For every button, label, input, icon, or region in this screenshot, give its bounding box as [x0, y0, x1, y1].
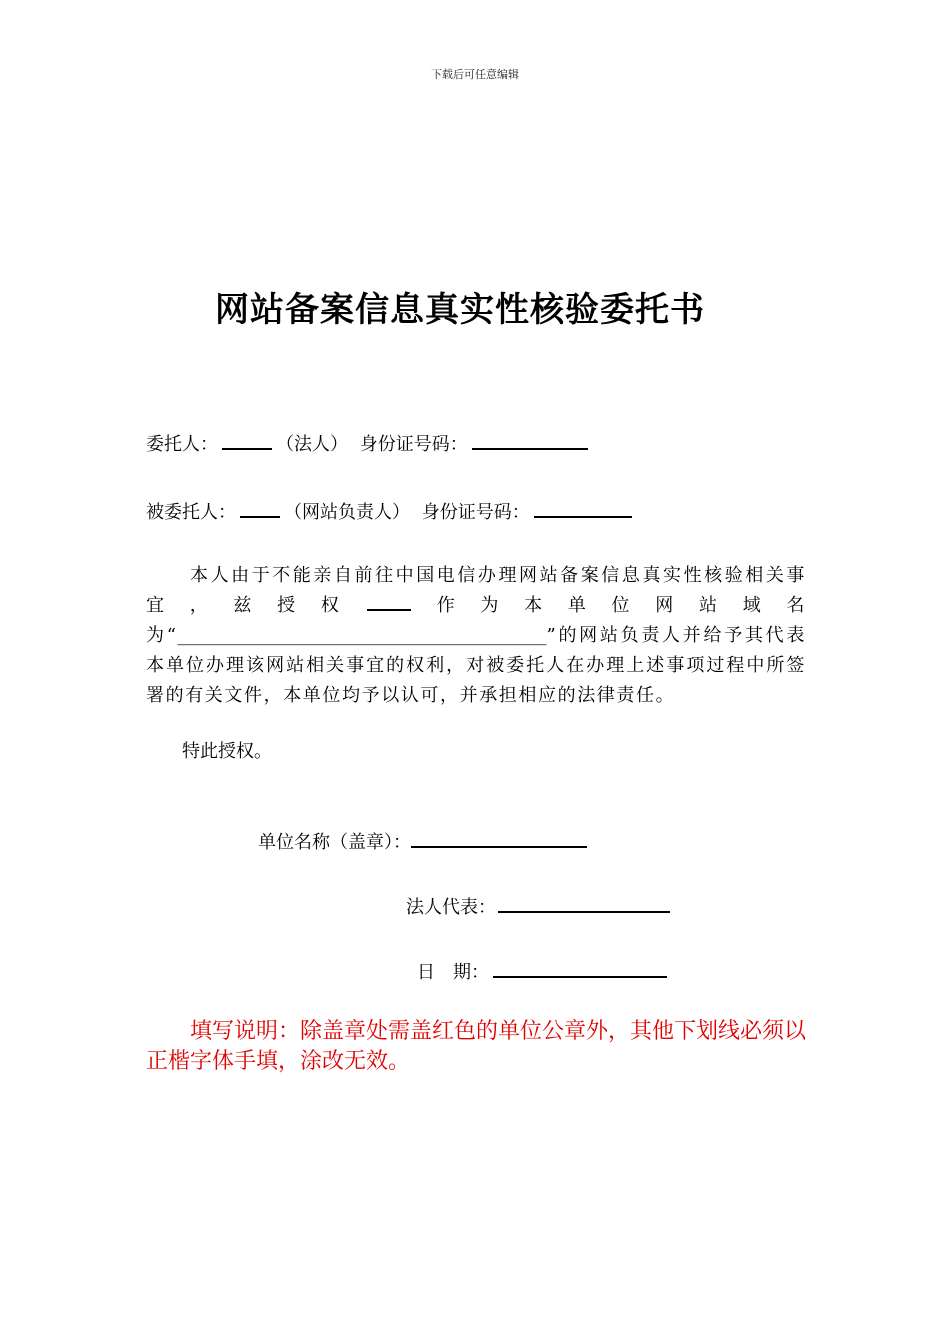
principal-line	[146, 430, 592, 456]
domain-blank-line1[interactable]: ________________________	[177, 625, 394, 646]
principal-role: （法人）	[276, 434, 348, 455]
fill-instructions-note: 填写说明：除盖章处需盖红色的单位公章外，其他下划线必须以正楷字体手填，涂改无效。	[146, 1019, 807, 1074]
agent-role: （网站负责人）	[284, 502, 410, 523]
legal-rep-label: 法人代表：	[406, 897, 496, 918]
authorized-person-blank[interactable]	[367, 593, 411, 611]
agent-label: 被委托人：	[146, 502, 236, 523]
principal-id-blank[interactable]	[472, 432, 588, 450]
page-header-caption: 下载后可任意编辑	[431, 68, 519, 81]
principal-name-blank[interactable]	[222, 432, 272, 450]
unit-name-blank[interactable]	[411, 830, 587, 848]
authorization-paragraph	[146, 561, 806, 711]
body-part2: 作为本单位网站域名为“	[146, 595, 807, 646]
legal-rep-blank[interactable]	[498, 895, 670, 913]
domain-blank-line2[interactable]: _________________	[393, 625, 547, 646]
agent-line	[146, 498, 636, 524]
document-title: 网站备案信息真实性核验委托书	[215, 290, 705, 330]
body-part3: ”的网站负责人并给予其代表本单位办理该网站相关事宜的权利，对被委托人在办理上述事项过程中所签署的有关文件，本单位均予以认可，并承担相应的法律责任。	[146, 625, 806, 706]
closing-text: 特此授权。	[182, 741, 272, 762]
principal-label: 委托人：	[146, 434, 218, 455]
unit-name-line	[258, 828, 591, 854]
legal-rep-line	[406, 893, 674, 919]
date-blank[interactable]	[493, 960, 667, 978]
date-label: 日 期：	[417, 962, 489, 983]
unit-name-label: 单位名称（盖章）：	[258, 832, 411, 853]
agent-id-label: 身份证号码：	[421, 502, 530, 523]
agent-id-blank[interactable]	[534, 500, 632, 518]
principal-id-label: 身份证号码：	[359, 434, 468, 455]
body-part1: 本人由于不能亲自前往中国电信办理网站备案信息真实性核验相关事宜，兹授权	[146, 565, 806, 616]
agent-name-blank[interactable]	[240, 500, 280, 518]
date-line	[417, 958, 671, 984]
